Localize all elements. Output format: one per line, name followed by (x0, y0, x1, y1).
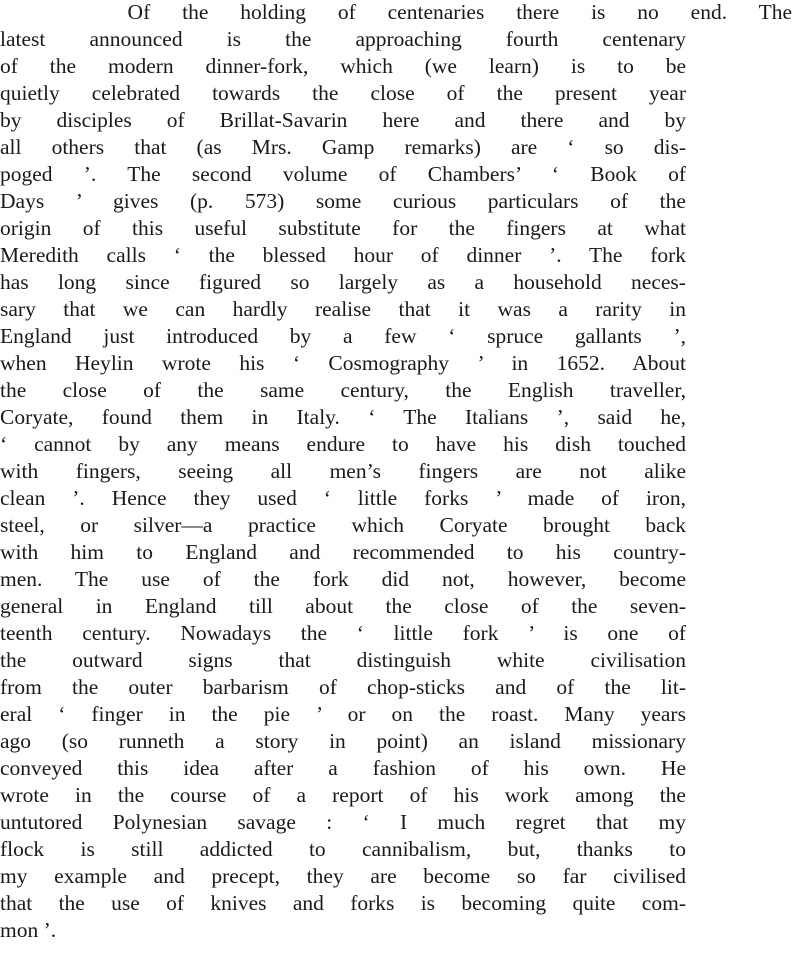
text-line-2: latest announced is the approaching fourth centenary (0, 27, 686, 51)
text-line-31: untutored Polynesian savage : ‘ I much regret that my (0, 810, 686, 834)
text-line-35: mon ’. (0, 918, 57, 942)
text-line-5: by disciples of Brillat-Savarin here and there and by (0, 108, 687, 132)
text-line-20: steel, or silver—a practice which Coryate brought back (0, 513, 686, 537)
text-line-3: of the modern dinner-fork, which (we learn) is to be (0, 54, 687, 78)
text-line-25: the outward signs that distinguish white civilisation (0, 648, 686, 672)
text-line-17: ‘ cannot by any means endure to have his dish touched (0, 432, 686, 456)
text-line-1: Of the holding of centenaries there is no end. The (0, 0, 792, 24)
text-line-12: sary that we can hardly realise that it was a rarity in (0, 297, 687, 321)
text-line-33: my example and precept, they are become so far civilised (0, 864, 686, 888)
text-line-26: from the outer barbarism of chop-sticks and of the lit- (0, 675, 687, 699)
text-line-7: poged ’. The second volume of Chambers’ ‘ Book of (0, 162, 687, 186)
text-line-21: with him to England and recommended to his country- (0, 540, 687, 564)
text-line-11: has long since figured so largely as a household neces- (0, 270, 686, 294)
text-line-13: England just introduced by a few ‘ spruce gallants ’, (0, 324, 687, 348)
text-line-27: eral ‘ finger in the pie ’ or on the roast. Many years (0, 702, 686, 726)
text-line-15: the close of the same century, the English traveller, (0, 378, 687, 402)
text-line-10: Meredith calls ‘ the blessed hour of dinner ’. The fork (0, 243, 687, 267)
text-line-18: with fingers, seeing all men’s fingers are not alike (0, 459, 686, 483)
text-line-8: Days ’ gives (p. 573) some curious particulars of the (0, 189, 686, 213)
text-line-6: all others that (as Mrs. Gamp remarks) are ‘ so dis- (0, 135, 687, 159)
text-line-23: general in England till about the close of the seven- (0, 594, 687, 618)
text-line-16: Coryate, found them in Italy. ‘ The Italians ’, said he, (0, 405, 687, 429)
text-line-22: men. The use of the fork did not, however, become (0, 567, 687, 591)
text-line-29: conveyed this idea after a fashion of his own. He (0, 756, 686, 780)
text-line-28: ago (so runneth a story in point) an island missionary (0, 729, 686, 753)
text-line-24: teenth century. Nowadays the ‘ little fork ’ is one of (0, 621, 686, 645)
text-line-4: quietly celebrated towards the close of the present year (0, 81, 687, 105)
text-line-30: wrote in the course of a report of his work among the (0, 783, 686, 807)
text-line-9: origin of this useful substitute for the fingers at what (0, 216, 687, 240)
text-line-32: flock is still addicted to cannibalism, but, thanks to (0, 837, 686, 861)
text-line-14: when Heylin wrote his ‘ Cosmography ’ in 1652. About (0, 351, 686, 375)
text-line-19: clean ’. Hence they used ‘ little forks ’ made of iron, (0, 486, 686, 510)
text-line-34: that the use of knives and forks is becoming quite com- (0, 891, 686, 915)
